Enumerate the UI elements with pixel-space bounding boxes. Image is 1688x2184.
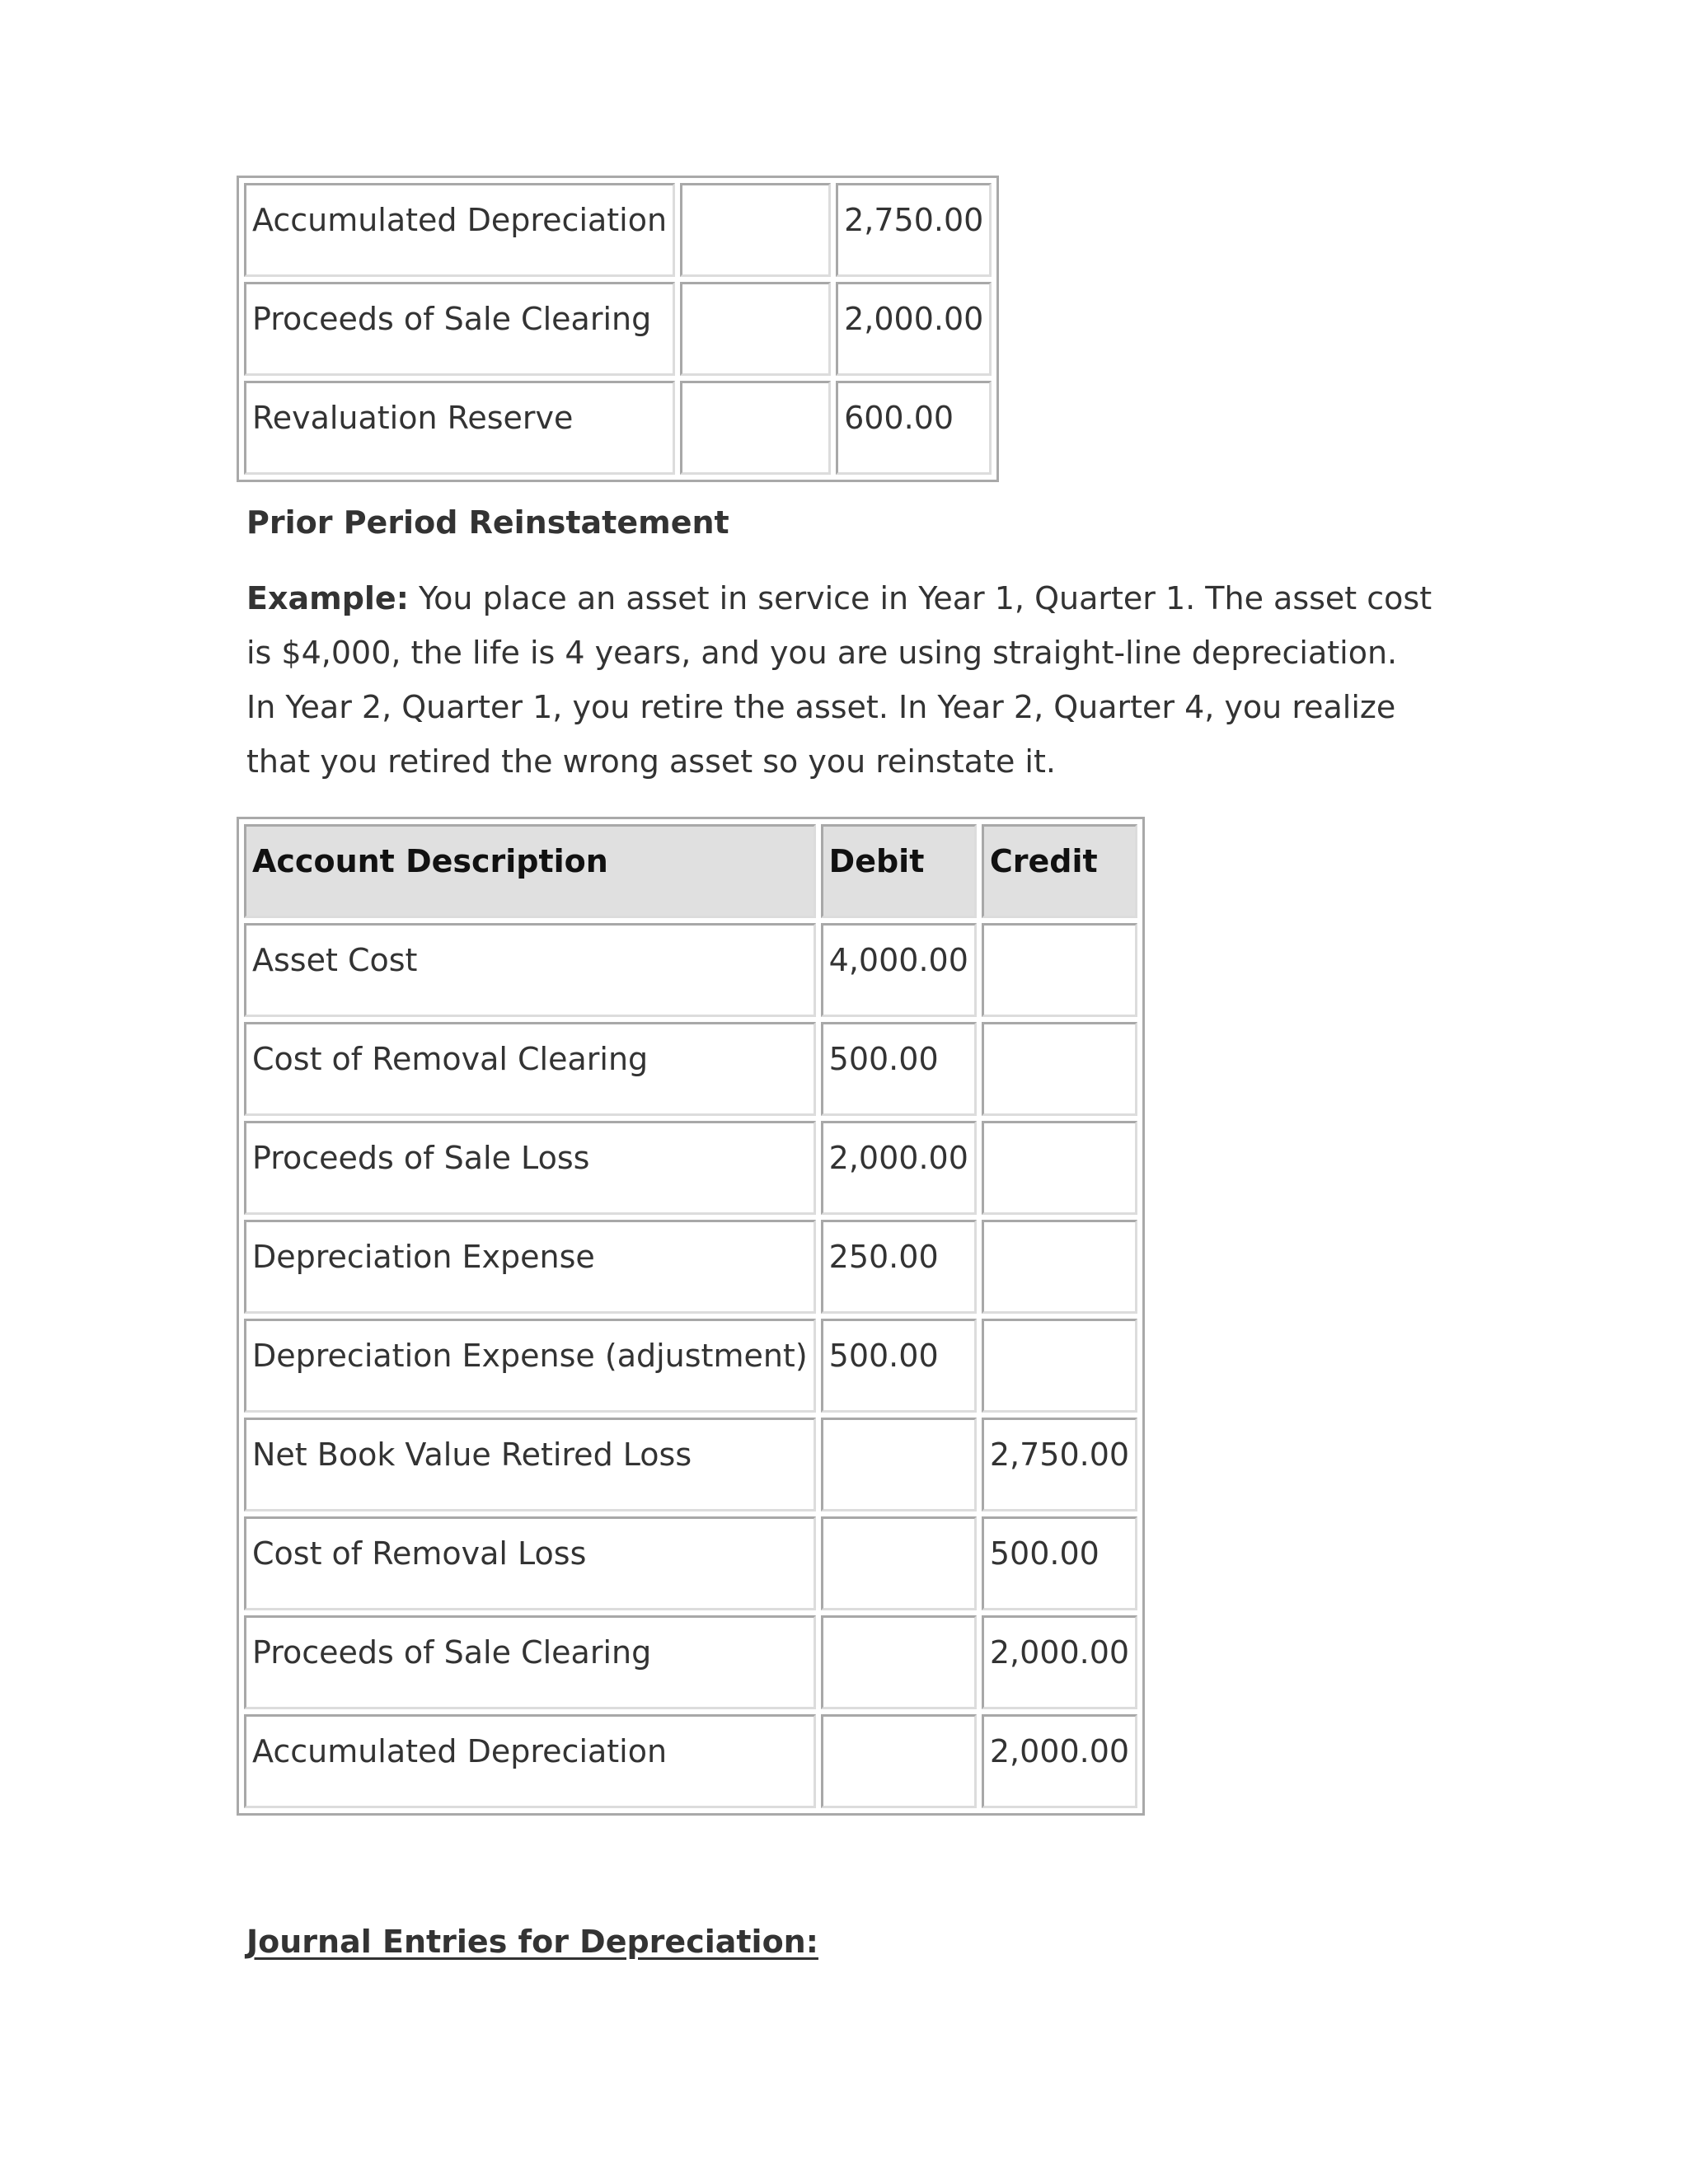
table-row (244, 183, 992, 277)
table-row (244, 282, 992, 376)
credit-cell: 600.00 (836, 381, 992, 475)
table-row (244, 1022, 1137, 1116)
debit-cell (821, 1516, 977, 1610)
account-description-cell: Proceeds of Sale Clearing (244, 1615, 816, 1709)
account-description-cell: Net Book Value Retired Loss (244, 1418, 816, 1511)
account-description-cell: Accumulated Depreciation (244, 1714, 816, 1808)
example-text: You place an asset in service in Year 1, Quarter 1. The asset cost is $4,000, the life is 4 years, and you are using straight-line depreciation. In Year 2, Quarter 1, you retire the asset. In Year 2, Quarter 4, you realize that you retired the wrong asset so you reinstate it. (246, 580, 1432, 780)
debit-cell: 4,000.00 (821, 923, 977, 1017)
credit-cell: 2,750.00 (836, 183, 992, 277)
table-header-row (244, 824, 1137, 918)
debit-cell (821, 1418, 977, 1511)
debit-cell: 2,000.00 (821, 1121, 977, 1215)
table-row (244, 1418, 1137, 1511)
account-description-cell: Depreciation Expense (244, 1220, 816, 1314)
example-paragraph (246, 571, 1433, 789)
top-journal-table (237, 176, 999, 482)
table-row (244, 923, 1137, 1017)
debit-header: Debit (821, 824, 977, 918)
table-row (244, 381, 992, 475)
credit-cell: 2,000.00 (836, 282, 992, 376)
debit-cell (821, 1615, 977, 1709)
table-row (244, 1121, 1137, 1215)
journal-entries-table (237, 817, 1145, 1816)
credit-cell (982, 1319, 1137, 1413)
debit-cell (821, 1714, 977, 1808)
account-description-cell: Proceeds of Sale Clearing (244, 282, 675, 376)
credit-cell (982, 1121, 1137, 1215)
example-label: Example: (246, 580, 409, 616)
account-description-header: Account Description (244, 824, 816, 918)
account-description-cell: Accumulated Depreciation (244, 183, 675, 277)
account-description-cell: Cost of Removal Clearing (244, 1022, 816, 1116)
table-row (244, 1220, 1137, 1314)
table-row (244, 1516, 1137, 1610)
table-row (244, 1319, 1137, 1413)
debit-cell: 250.00 (821, 1220, 977, 1314)
debit-cell (680, 381, 831, 475)
credit-cell (982, 923, 1137, 1017)
debit-cell (680, 183, 831, 277)
credit-cell: 500.00 (982, 1516, 1137, 1610)
debit-cell: 500.00 (821, 1319, 977, 1413)
debit-cell (680, 282, 831, 376)
credit-cell: 2,000.00 (982, 1714, 1137, 1808)
table-row (244, 1615, 1137, 1709)
account-description-cell: Asset Cost (244, 923, 816, 1017)
account-description-cell: Depreciation Expense (adjustment) (244, 1319, 816, 1413)
credit-cell: 2,000.00 (982, 1615, 1137, 1709)
section-heading: Prior Period Reinstatement (246, 504, 729, 541)
debit-cell: 500.00 (821, 1022, 977, 1116)
account-description-cell: Proceeds of Sale Loss (244, 1121, 816, 1215)
table-row (244, 1714, 1137, 1808)
account-description-cell: Cost of Removal Loss (244, 1516, 816, 1610)
credit-header: Credit (982, 824, 1137, 918)
account-description-cell: Revaluation Reserve (244, 381, 675, 475)
credit-cell (982, 1022, 1137, 1116)
journal-entries-heading: Journal Entries for Depreciation: (246, 1924, 818, 1960)
credit-cell: 2,750.00 (982, 1418, 1137, 1511)
credit-cell (982, 1220, 1137, 1314)
